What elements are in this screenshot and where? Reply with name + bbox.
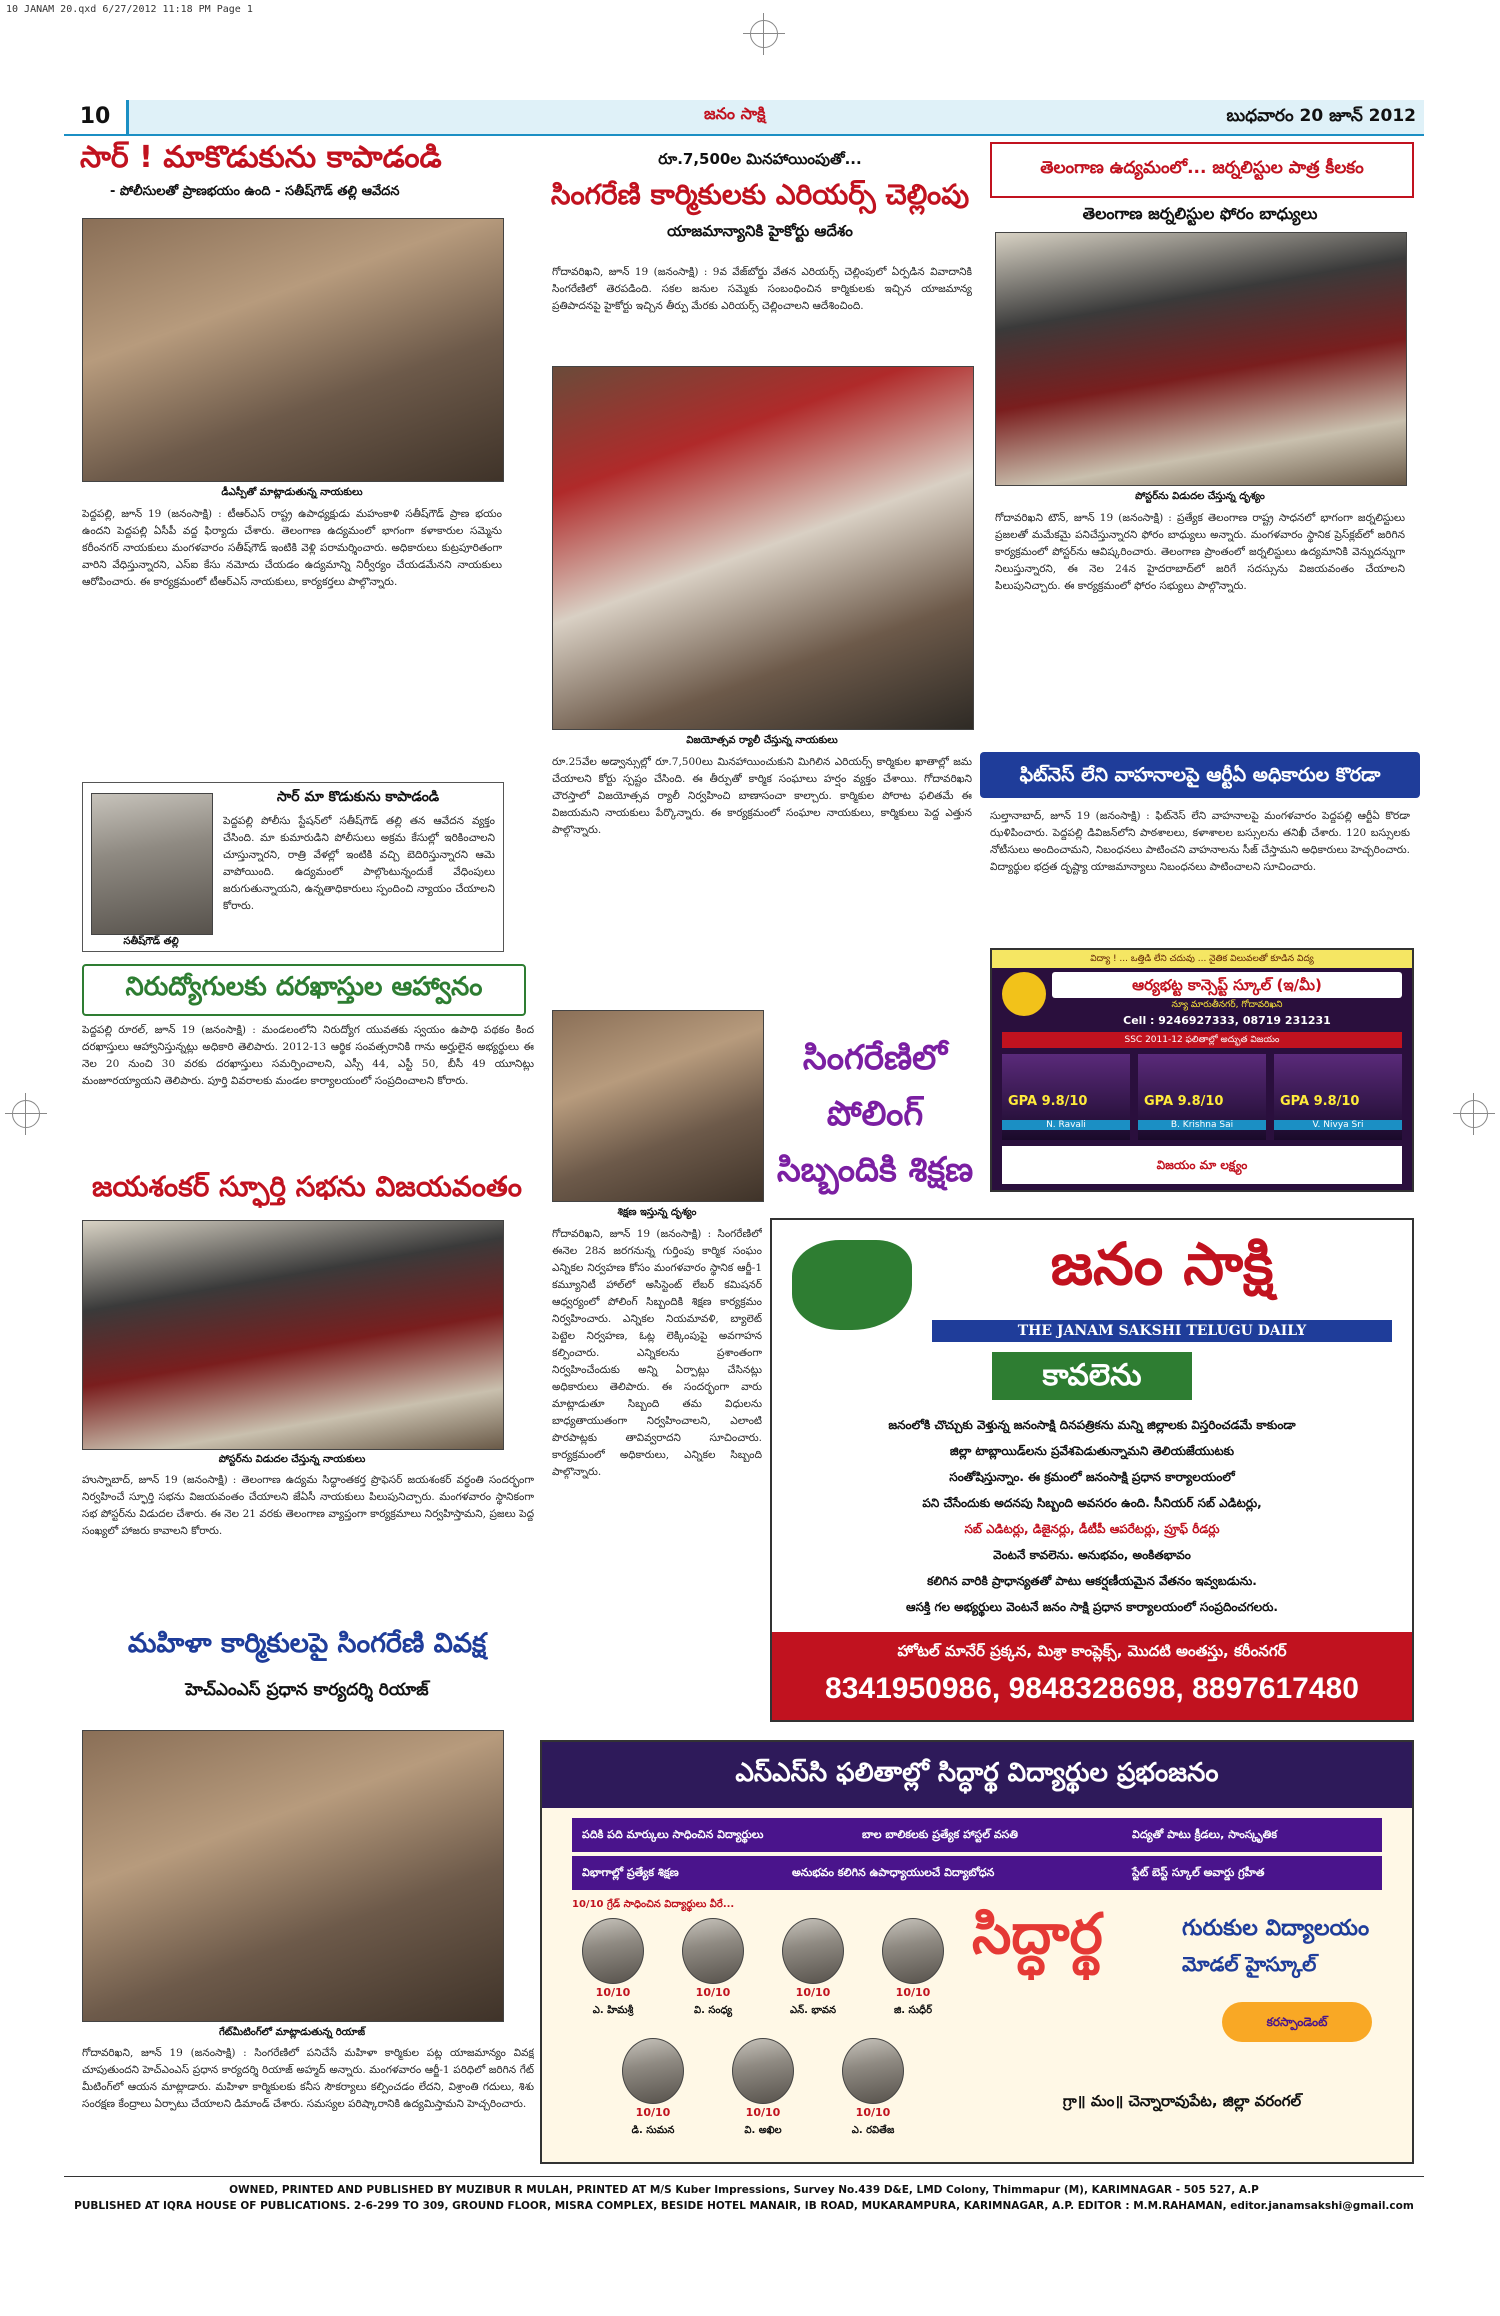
- topper-gpa: GPA 9.8/10: [1008, 1094, 1088, 1109]
- registration-mark-left: [12, 1100, 40, 1128]
- student-photo: [842, 2038, 904, 2104]
- feature-item: విద్యతో పాటు క్రీడలు, సాంస్కృతిక: [1132, 1828, 1277, 1841]
- siddhartha-location: గ్రా॥ మం॥ చెన్నారావుపేట, జిల్లా వరంగల్: [1062, 2092, 1302, 2110]
- siddhartha-ad: [540, 1740, 1414, 2164]
- story7-headline: మహిళా కార్మికులపై సింగరేణి వివక్ష: [127, 1628, 487, 1659]
- mother-photo: [91, 793, 213, 935]
- story1-photo: [82, 218, 504, 482]
- story4-headline-bar: [980, 752, 1420, 798]
- siddhartha-sub: మోడల్ హైస్కూల్: [1182, 1952, 1317, 1976]
- story7-body: గోదావరిఖని, జూన్ 19 (జనంసాక్షి) : సింగరేణిలో పనిచేసే మహిళా కార్మికుల పట్ల యాజమాన్యం వివక్ష చూపుతుందని హెచ్ఎంఎస్ ప్రధాన కార్యదర్శి రియాజ్ అహ్మద్ అన్నారు. మంగళవారం ఆర్జీ-1 పరిధిలో జరిగిన గేట్ మీటింగ్‌లో ఆయన మాట్లాడారు. మహిళా కార్మికులకు కనీస సౌకర్యాలు కల్పించడం లేదని, విశ్రాంతి గదులు, శిశు సంరక్షణ కేంద్రాలు ఏర్పాటు చేయాలని డిమాండ్ చేశారు. సమస్యల పరిష్కారానికి ఉద్యమిస్తామని హెచ్చరించారు.: [82, 2047, 534, 2110]
- student-name: వి. సంధ్య: [693, 2005, 733, 2016]
- student-card: [826, 2038, 920, 2148]
- page-number: 10: [64, 100, 129, 134]
- wanted-line: ఆసక్తి గల అభ్యర్థులు వెంటనే జనం సాక్షి ప్రధాన కార్యాలయంలో సంప్రదించగలరు.: [906, 1600, 1278, 1614]
- story8-headline: [770, 1030, 980, 1198]
- file-slug: 10 JANAM 20.qxd 6/27/2012 11:18 PM Page 1: [6, 4, 253, 15]
- student-card: [566, 1918, 660, 2028]
- student-name: ఎ. హిమశ్రీ: [592, 2005, 634, 2016]
- story1-box: [82, 782, 504, 952]
- wanted-line: జనంలోకి చొచ్చుకు వెళ్తున్న జనంసాక్షి దినపత్రికను మన్ని జిల్లాలకు విస్తరించడమే కాకుండా: [888, 1418, 1296, 1432]
- siddhartha-type: గురుకుల విద్యాలయం: [1182, 1916, 1370, 1941]
- story2-body-top: గోదావరిఖని, జూన్ 19 (జనంసాక్షి) : 9వ వేజ్‌బోర్డు వేతన ఎరియర్స్ చెల్లింపులో ఏర్పడిన వివాదానికి సింగరేణిలో తెరపడింది. సకల జనుల సమ్మెకు సంబంధించిన కార్మికులకు ఇచ్చిన యాజమాన్య ప్రతిపాదనపై హైకోర్టు ఇచ్చిన తీర్పు మేరకు ఎరియర్స్ చెల్లించాలని ఆదేశించింది.: [552, 266, 972, 312]
- student-card: [716, 2038, 810, 2148]
- wanted-line: సబ్ ఎడిటర్లు, డిజైనర్లు, డీటీపీ ఆపరేటర్లు, ప్రూఫ్ రీడర్లు: [964, 1522, 1220, 1536]
- student-photo: [732, 2038, 794, 2104]
- wanted-label: కావలెను: [992, 1352, 1192, 1400]
- student-card: [666, 1918, 760, 2028]
- mother-photo-caption: సతీష్‌గౌడ్ తల్లి: [123, 936, 179, 947]
- student-score: 10/10: [635, 2106, 671, 2119]
- feature-item: బాల బాలికలకు ప్రత్యేక హాస్టల్ వసతి: [862, 1828, 1018, 1841]
- student-score: 10/10: [855, 2106, 891, 2119]
- story1-box-title: సార్ మా కొడుకును కాపాడండి: [276, 789, 440, 805]
- student-score: 10/10: [695, 1986, 731, 1999]
- feature-item: విభాగాల్లో ప్రత్యేక శిక్షణ: [582, 1866, 679, 1879]
- story3-headline: తెలంగాణ ఉద్యమంలో... జర్నలిస్టుల పాత్ర కీలకం: [1040, 158, 1364, 178]
- aryabhatta-phones: Cell : 9246927333, 08719 231231: [1123, 1014, 1331, 1027]
- story8-photo: [552, 1010, 764, 1202]
- wanted-line: జిల్లా టాబ్లాయిడ్‌లను ప్రవేశపెడుతున్నామని తెలియజేయుటకు: [949, 1444, 1235, 1458]
- correspondent-badge: కరస్పాండెంట్: [1222, 2002, 1372, 2042]
- story2-photo-caption: విజయోత్సవ ర్యాలీ చేస్తున్న నాయకులు: [686, 735, 838, 746]
- story2-subhead: యాజమాన్యానికి హైకోర్టు ఆదేశం: [667, 222, 853, 240]
- student-name: జి. సుధీర్: [893, 2005, 933, 2016]
- story6-body: హుస్నాబాద్, జూన్ 19 (జనంసాక్షి) : తెలంగాణ ఉద్యమ సిద్ధాంతకర్త ప్రొఫెసర్ జయశంకర్ వర్థంతి సందర్భంగా నిర్వహించే స్ఫూర్తి సభను విజయవంతం చేయాలని జేఏసీ నాయకులు పిలుపునిచ్చారు. మంగళవారం స్థానికంగా సభ పోస్టర్‌ను విడుదల చేశారు. ఈ నెల 21 వరకు తెలంగాణ వ్యాప్తంగా కార్యక్రమాలు నిర్వహిస్తామని, ప్రజలు పెద్ద సంఖ్యలో హాజరు కావాలని కోరారు.: [82, 1474, 534, 1537]
- story7-photo: [82, 1730, 504, 2022]
- story2-kicker: రూ.7,500ల మినహాయింపుతో...: [658, 150, 862, 168]
- story3-body: గోదావరిఖని టౌన్, జూన్ 19 (జనంసాక్షి) : ప్రత్యేక తెలంగాణ రాష్ట్ర సాధనలో భాగంగా జర్నలిస్టులు ప్రజలతో మమేకమై పనిచేస్తున్నారని ఫోరం బాధ్యులు అన్నారు. మంగళవారం స్థానిక ప్రెస్‌క్లబ్‌లో జరిగిన కార్యక్రమంలో పోస్టర్‌ను ఆవిష్కరించారు. తెలంగాణ ప్రాంతంలో జర్నలిస్టులు ఉద్యమానికి వెన్నుదన్నుగా నిలుస్తున్నారని, ఈ నెల 24న హైదరాబాద్‌లో జరిగే సదస్సును విజయవంతం చేయాలని పిలుపునిచ్చారు. ఈ కార్యక్రమంలో ఫోరం సభ్యులు పాల్గొన్నారు.: [995, 512, 1405, 592]
- registration-mark-right: [1460, 1100, 1488, 1128]
- student-photo: [682, 1918, 744, 1984]
- topper-name: N. Ravali: [1002, 1120, 1130, 1130]
- aryabhatta-top-line: విద్యా ! ... ఒత్తిడి లేని చదువు ... నైతిక విలువలతో కూడిన విద్య: [992, 950, 1412, 968]
- student-score: 10/10: [595, 1986, 631, 1999]
- story3-headline-box: [990, 142, 1414, 198]
- topper-photo: [1274, 1054, 1402, 1140]
- aryabhatta-ad: [990, 948, 1414, 1192]
- wanted-line: సంతోషిస్తున్నాం. ఈ క్రమంలో జనంసాక్షి ప్రధాన కార్యాలయంలో: [949, 1470, 1235, 1484]
- student-card: [766, 1918, 860, 2028]
- story1-headline: సార్ ! మాకొడుకును కాపాడండి: [80, 140, 442, 175]
- aryabhatta-result-banner: SSC 2011-12 ఫలితాల్లో అద్భుత విజయం: [1002, 1032, 1402, 1048]
- student-score: 10/10: [745, 2106, 781, 2119]
- story1-subhead: - పోలీసులతో ప్రాణభయం ఉంది - సతీష్‌గౌడ్ తల్లి ఆవేదన: [110, 184, 400, 199]
- story1-body: పెద్దపల్లి, జూన్ 19 (జనంసాక్షి) : టీఆర్ఎస్ రాష్ట్ర ఉపాధ్యక్షుడు మహంకాళి సతీష్‌గౌడ్ ప్రాణ భయం ఉందని పెద్దపల్లి ఏసీపీ వద్ద ఫిర్యాదు చేశారు. తెలంగాణ ఉద్యమంలో భాగంగా కళాకారుల సమ్మెను కరీంనగర్ నాయకులు మంగళవారం సతీష్‌గౌడ్ ఇంటికి వెళ్లి పరామర్శించారు. అధికారులు కుట్రపూరితంగా వారిని వేధిస్తున్నారని, ఎస్ఐ కేసు నమోదు చేయడం ఉద్యమాన్ని నిర్వీర్యం చేయడమేనని నాయకులు ఆరోపించారు. ఈ కార్యక్రమంలో టీఆర్ఎస్ నాయకులు, కార్యకర్తలు పాల్గొన్నారు.: [82, 508, 502, 588]
- story2-headline: సింగరేణి కార్మికులకు ఎరియర్స్ చెల్లింపు: [550, 178, 970, 211]
- siddhartha-name: సిద్ధార్థ: [972, 1902, 1103, 1967]
- story3-photo-caption: పోస్టర్‌ను విడుదల చేస్తున్న దృశ్యం: [1135, 491, 1265, 502]
- student-score: 10/10: [795, 1986, 831, 1999]
- story7-subhead: హెచ్ఎంఎస్ ప్రధాన కార్యదర్శి రియాజ్: [185, 1680, 429, 1700]
- students-label: 10/10 గ్రేడ్ సాధించిన విద్యార్థులు వీరే...: [572, 1899, 735, 1910]
- story3-subhead: తెలంగాణ జర్నలిస్టుల ఫోరం బాధ్యులు: [1082, 204, 1318, 223]
- student-photo: [622, 2038, 684, 2104]
- story4-headline: ఫిట్‌నెస్ లేని వాహనాలపై ఆర్టీఏ అధికారుల కొరడా: [1019, 764, 1381, 786]
- student-photo: [582, 1918, 644, 1984]
- student-name: వి. అఖిల: [744, 2125, 782, 2136]
- aryabhatta-logo-icon: [1002, 972, 1046, 1016]
- feature-item: అనుభవం కలిగిన ఉపాధ్యాయులచే విద్యాబోధన: [792, 1866, 995, 1879]
- topper-gpa: GPA 9.8/10: [1144, 1094, 1224, 1109]
- wanted-lines: [792, 1412, 1392, 1620]
- student-card: [866, 1918, 960, 2028]
- story2-photo: [552, 366, 974, 730]
- topper-gpa: GPA 9.8/10: [1280, 1094, 1360, 1109]
- siddhartha-features-row2: [572, 1856, 1382, 1890]
- story8-headline-line2: సిబ్బందికి శిక్షణ: [776, 1150, 974, 1190]
- story8-body: గోదావరిఖని, జూన్ 19 (జనంసాక్షి) : సింగరేణిలో ఈనెల 28న జరగనున్న గుర్తింపు కార్మిక సంఘం ఎన్నికల నిర్వహణ కోసం మంగళవారం స్థానిక ఆర్జీ-1 కమ్యూనిటీ హాల్‌లో అసిస్టెంట్ లేబర్ కమిషనర్ ఆధ్వర్యంలో పోలింగ్ సిబ్బందికి శిక్షణ కార్యక్రమం నిర్వహించారు. ఎన్నికల నియమావళి, బ్యాలెట్ పెట్టెల నిర్వహణ, ఓట్ల లెక్కింపుపై అవగాహన కల్పించారు. ఎన్నికలను ప్రశాంతంగా నిర్వహించేందుకు అన్ని ఏర్పాట్లు చేసినట్లు అధికారులు తెలిపారు. ఈ సందర్భంగా వారు మాట్లాడుతూ సిబ్బంది తమ విధులను బాధ్యతాయుతంగా నిర్వహించాలని, ఎలాంటి పొరపాట్లకు తావివ్వరాదని సూచించారు. కార్యక్రమంలో అధికారులు, ఎన్నికల సిబ్బంది పాల్గొన్నారు.: [552, 1228, 762, 1478]
- janamsakshi-address: హోటల్ మానేర్ ప్రక్కన, మిశ్రా కాంప్లెక్స్, మొదటి అంతస్తు, కరీంనగర్: [897, 1642, 1287, 1660]
- aryabhatta-name: ఆర్యభట్ట కాన్సెప్ట్ స్కూల్ (ఇ/మీ): [1052, 972, 1402, 998]
- student-name: ఎన్. భావన: [790, 2005, 836, 2016]
- janamsakshi-logo: జనం సాక్షి: [1050, 1230, 1274, 1298]
- student-score: 10/10: [895, 1986, 931, 1999]
- aryabhatta-address: న్యూ మారుతీనగర్, గోదావరిఖని: [1171, 1000, 1283, 1010]
- footer-line1: OWNED, PRINTED AND PUBLISHED BY MUZIBUR R MULAH, PRINTED AT M/S Kuber Impressions, Survey No.439 D&E, LMD Colony, Thimmapur (M), KARIMNAGAR - 505 527, A.P: [229, 2184, 1259, 2196]
- story5-headline-box: [82, 964, 526, 1016]
- footer-line2: PUBLISHED AT IQRA HOUSE OF PUBLICATIONS. 2-6-299 TO 309, GROUND FLOOR, MISRA COMPLEX, BESIDE HOTEL MANAIR, IB ROAD, MUKARAMPURA, KARIMNAGAR, A.P. EDITOR : M.M.RAHAMAN, editor.janamsakshi@gmail.com: [74, 2200, 1414, 2212]
- student-photo: [882, 1918, 944, 1984]
- story6-headline: జయశంకర్ స్ఫూర్తి సభను విజయవంతం: [92, 1170, 522, 1203]
- registration-mark-top: [750, 20, 778, 48]
- header-date: బుధవారం 20 జూన్ 2012: [1226, 106, 1416, 126]
- janamsakshi-contact-bar: [772, 1632, 1412, 1720]
- siddhartha-header: [542, 1742, 1412, 1808]
- janamsakshi-ad: [770, 1218, 1414, 1722]
- wanted-line: వెంటనే కావలెను. అనుభవం, అంకితభావం: [993, 1548, 1191, 1562]
- wanted-line: పని చేసేందుకు అదనపు సిబ్బంది అవసరం ఉంది. సీనియర్ సబ్ ఎడిటర్లు,: [922, 1496, 1262, 1510]
- topper-name: B. Krishna Sai: [1138, 1120, 1266, 1130]
- story1-box-body: పెద్దపల్లి పోలీసు స్టేషన్‌లో సతీష్‌గౌడ్ తల్లి తన ఆవేదన వ్యక్తం చేసింది. మా కుమారుడిని పోలీసులు అక్రమ కేసుల్లో ఇరికించాలని చూస్తున్నారని, రాత్రి వేళల్లో ఇంటికి వచ్చి బెదిరిస్తున్నారని ఆమె వాపోయింది. ఉద్యమంలో పాల్గొంటున్నందుకే వేధింపులు జరుగుతున్నాయని, ఉన్నతాధికారులు స్పందించి న్యాయం చేయాలని కోరారు.: [223, 815, 495, 912]
- story4-body: సుల్తానాబాద్, జూన్ 19 (జనంసాక్షి) : ఫిట్‌నెస్ లేని వాహనాలపై మంగళవారం పెద్దపల్లి ఆర్టీఏ కొరడా ఝళిపించారు. పెద్దపల్లి డివిజన్‌లోని పాఠశాలలు, కళాశాలల బస్సులను తనిఖీ చేశారు. 120 బస్సులకు నోటీసులు అందించామని, నిబంధనలు పాటించని వాహనాలను సీజ్ చేస్తామని అధికారులు హెచ్చరించారు. విద్యార్థుల భద్రత దృష్ట్యా యాజమాన్యాలు నిబంధనలు పాటించాలని సూచించారు.: [990, 810, 1410, 873]
- story6-photo-caption: పోస్టర్‌ను విడుదల చేస్తున్న నాయకులు: [218, 1454, 366, 1465]
- story1-photo-caption: డీఎస్పీతో మాట్లాడుతున్న నాయకులు: [221, 487, 363, 498]
- student-name: ఎ. రవితేజ: [851, 2125, 895, 2136]
- story6-photo: [82, 1220, 504, 1450]
- story7-photo-caption: గేట్‌మీటింగ్‌లో మాట్లాడుతున్న రియాజ్: [218, 2027, 366, 2038]
- header-logo: జనం సాక్షి: [704, 104, 766, 123]
- telangana-map-icon: [792, 1240, 912, 1330]
- story2-body-bottom: రూ.25వేల అడ్వాన్సుల్లో రూ.7,500లు మినహాయించుకుని మిగిలిన ఎరియర్స్ కార్మికుల ఖాతాల్లో జమ చేయాలని కోర్టు స్పష్టం చేసింది. ఈ తీర్పుతో కార్మిక సంఘాలు హర్షం వ్యక్తం చేశాయి. గోదావరిఖని చౌరస్తాలో విజయోత్సవ ర్యాలీ నిర్వహించి బాణాసంచా కాల్చారు. కార్మికుల పోరాట ఫలితమే ఈ విజయమని నాయకులు పేర్కొన్నారు. ఈ కార్యక్రమంలో సంఘాల నాయకులు, కార్మికులు పెద్ద ఎత్తున పాల్గొన్నారు.: [552, 756, 972, 836]
- student-card: [606, 2038, 700, 2148]
- feature-item: పదికి పది మార్కులు సాధించిన విద్యార్థులు: [582, 1828, 764, 1841]
- story3-photo: [995, 232, 1407, 486]
- student-name: డి. సుమన: [631, 2125, 675, 2136]
- footer-rule: [64, 2176, 1424, 2177]
- story5-headline: నిరుద్యోగులకు దరఖాస్తుల ఆహ్వానం: [125, 972, 483, 1002]
- topper-photo: [1138, 1054, 1266, 1140]
- topper-name: V. Nivya Sri: [1274, 1120, 1402, 1130]
- feature-item: స్టేట్ బెస్ట్ స్కూల్ అవార్డు గ్రహీత: [1132, 1866, 1265, 1879]
- janamsakshi-tagline: THE JANAM SAKSHI TELUGU DAILY: [932, 1320, 1392, 1342]
- topper-photo: [1002, 1054, 1130, 1140]
- story5-body: పెద్దపల్లి రూరల్, జూన్ 19 (జనంసాక్షి) : మండలంలోని నిరుద్యోగ యువతకు స్వయం ఉపాధి పథకం కింద దరఖాస్తులు ఆహ్వానిస్తున్నట్లు అధికారి తెలిపారు. 2012-13 ఆర్థిక సంవత్సరానికి గాను అర్హులైన అభ్యర్థులు ఈ నెల 20 నుంచి 30 వరకు దరఖాస్తులు సమర్పించాలని, ఎస్సీ 44, ఎస్టీ 50, బీసీ 49 యూనిట్లు మంజూరయ్యాయని తెలిపారు. పూర్తి వివరాలకు మండల కార్యాలయంలో సంప్రదించాలని కోరారు.: [82, 1024, 534, 1087]
- story8-headline-line1: సింగరేణిలో పోలింగ్: [802, 1038, 948, 1134]
- siddhartha-headline: ఎస్ఎస్‌సి ఫలితాల్లో సిద్ధార్థ విద్యార్థుల ప్రభంజనం: [735, 1758, 1219, 1788]
- aryabhatta-footer: విజయం మా లక్ష్యం: [1002, 1146, 1402, 1184]
- wanted-line: కలిగిన వారికి ప్రాధాన్యతతో పాటు ఆకర్షణీయమైన వేతనం ఇవ్వబడును.: [927, 1574, 1257, 1588]
- janamsakshi-phones: 8341950986, 9848328698, 8897617480: [825, 1672, 1359, 1705]
- page-header: [64, 100, 1424, 136]
- student-photo: [782, 1918, 844, 1984]
- siddhartha-features-row1: [572, 1818, 1382, 1852]
- story8-photo-caption: శిక్షణ ఇస్తున్న దృశ్యం: [617, 1207, 697, 1218]
- siddhartha-brand: [972, 1902, 1392, 2152]
